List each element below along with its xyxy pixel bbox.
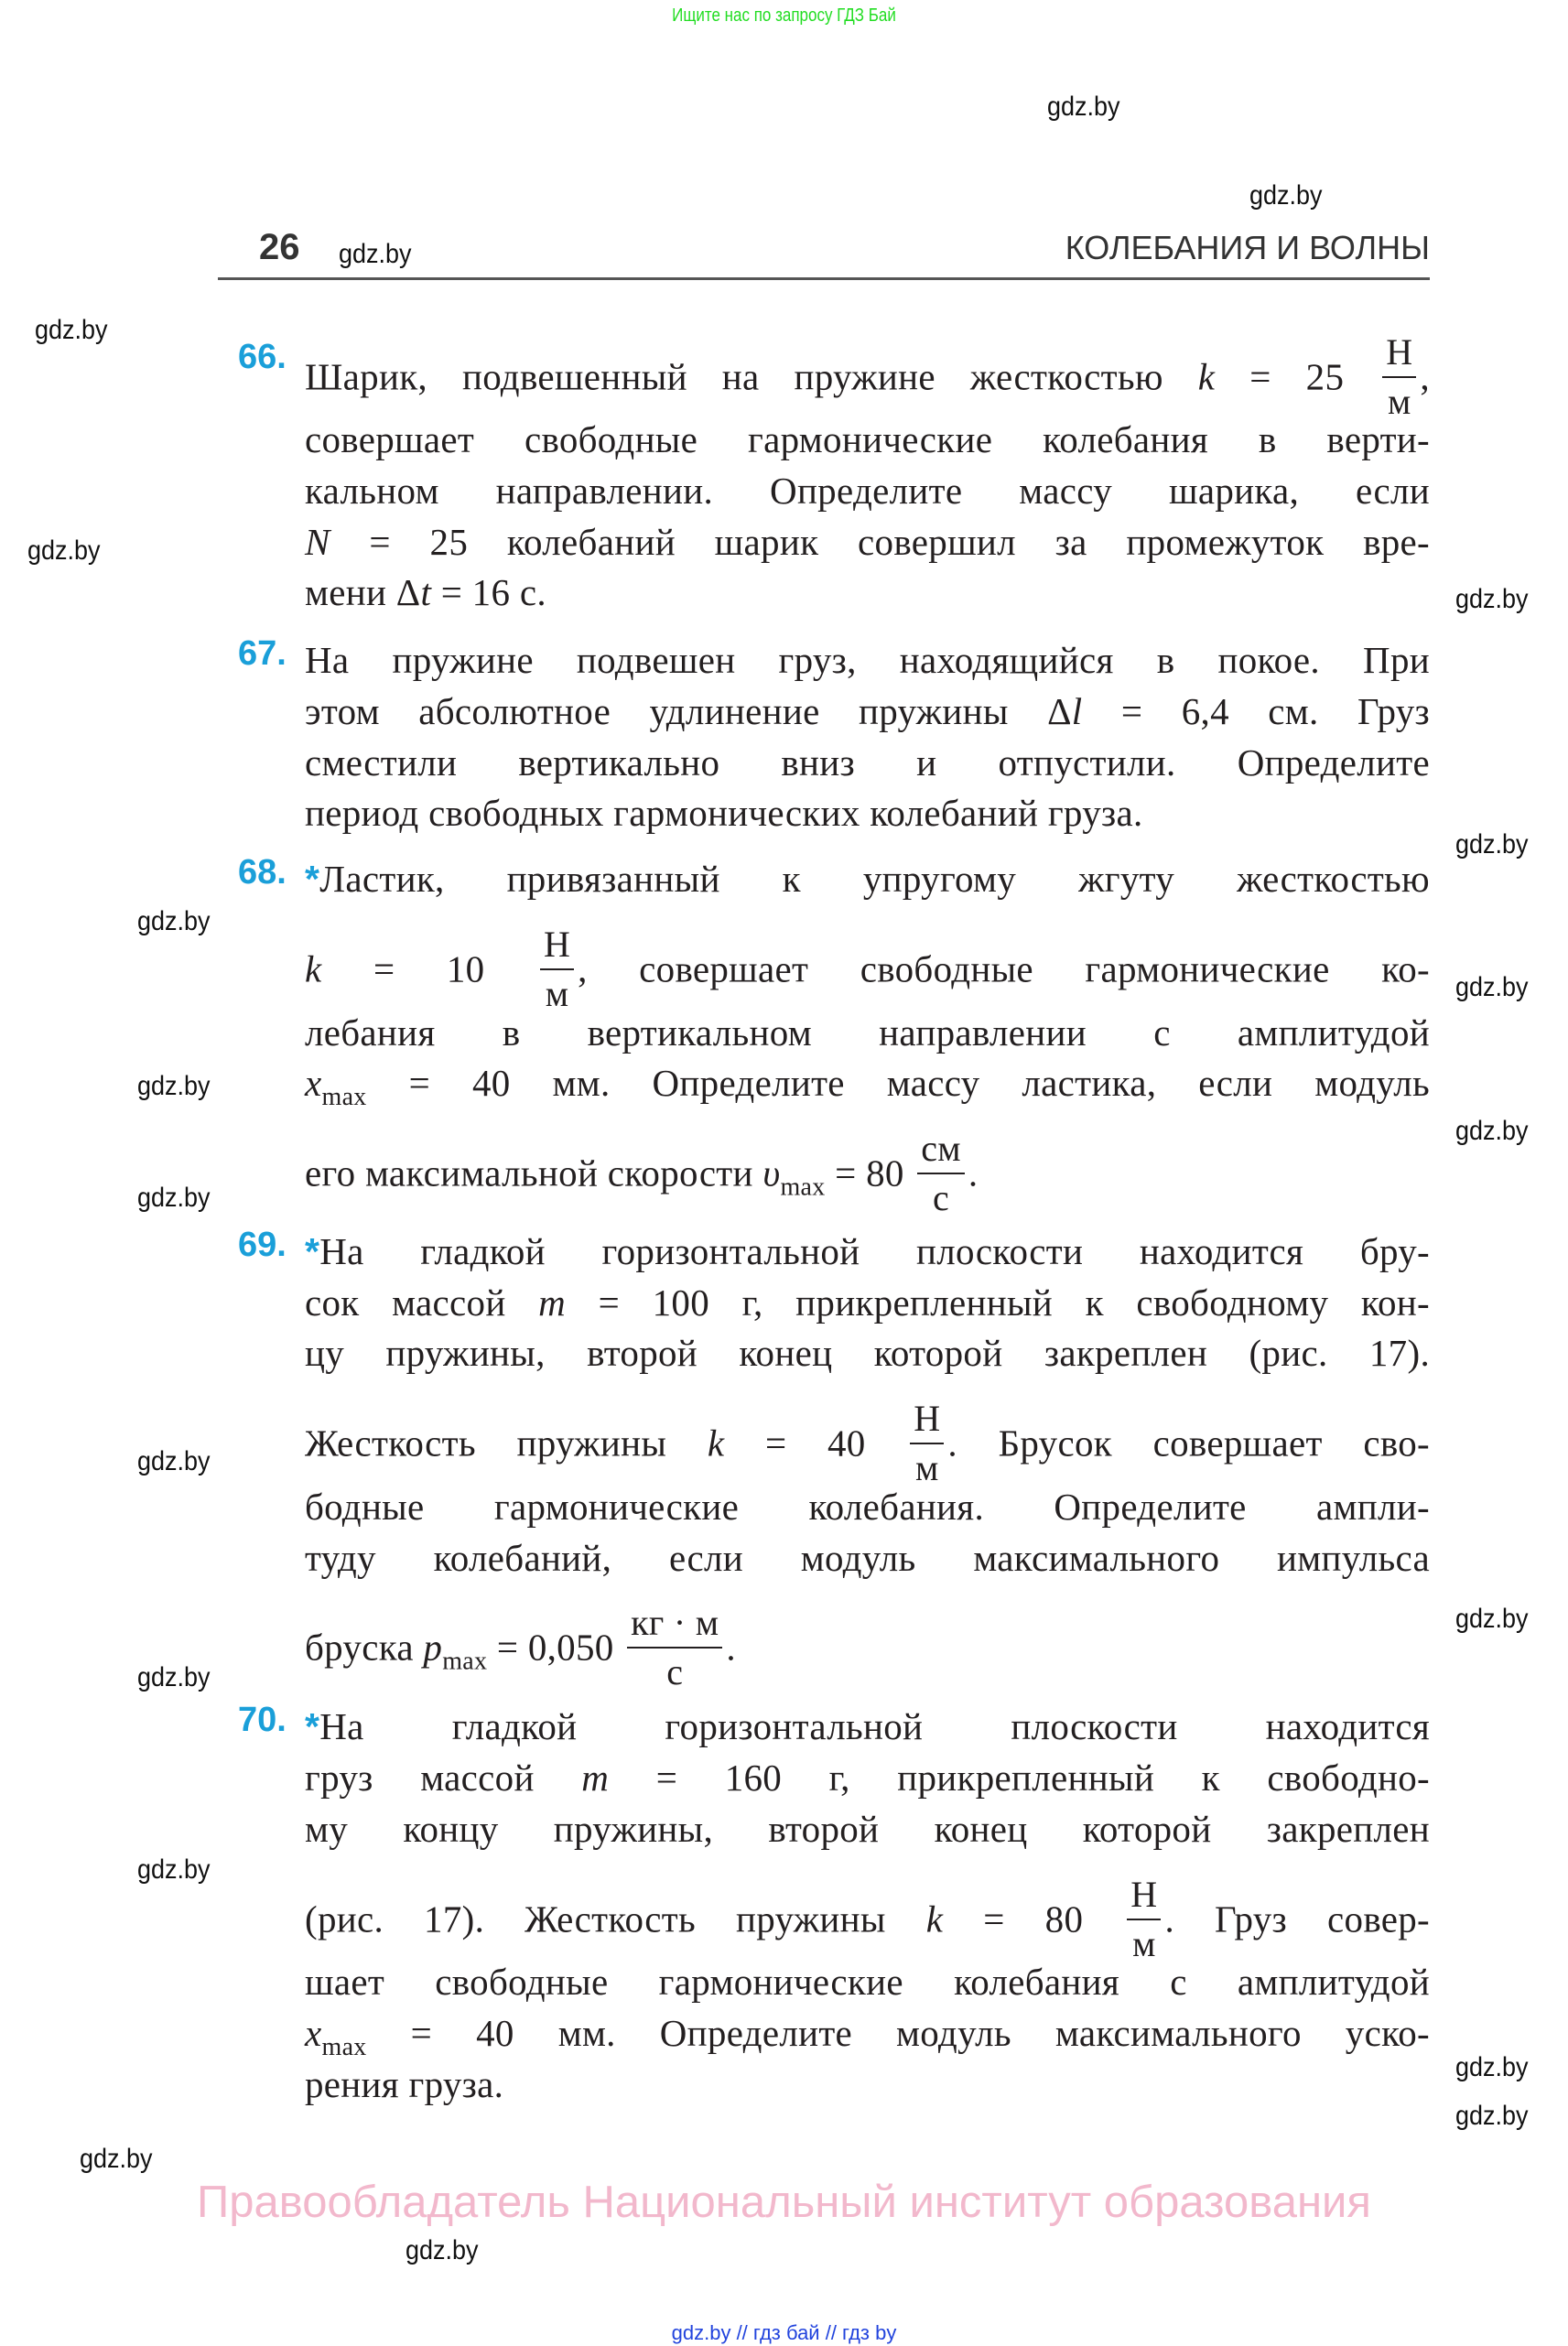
text-segment: мени Δ — [305, 571, 421, 613]
text-segment: бруска — [305, 1626, 424, 1669]
unit-fraction — [540, 926, 574, 1012]
watermark-text: gdz.by — [1455, 584, 1529, 614]
problem-number: 70. — [238, 1701, 287, 1739]
text-segment: Жесткость пружины — [305, 1422, 708, 1465]
text-segment: На гладкой горизонтальной плоскости находится — [319, 1705, 1430, 1747]
problem-text-line — [305, 2059, 1430, 2110]
problem-text-line — [305, 1226, 1430, 1277]
fraction-denominator: с — [666, 1651, 684, 1692]
text-segment: = 6,4 см. Груз — [1082, 690, 1430, 732]
text-segment: = 160 г, прикрепленный к свободно- — [609, 1757, 1430, 1799]
text-segment: = 40 — [724, 1422, 907, 1465]
math-variable: m — [581, 1757, 610, 1799]
problem-number: 67. — [238, 634, 287, 673]
fraction-numerator: Н — [540, 926, 574, 970]
problem-text-line — [305, 516, 1430, 568]
math-subscript: max — [321, 1083, 367, 1111]
section-title: КОЛЕБАНИЯ И ВОЛНЫ — [1065, 229, 1430, 266]
problem-text-line — [305, 924, 1430, 1014]
problem-text-line — [305, 1752, 1430, 1803]
text-segment: груз массой — [305, 1757, 582, 1799]
problem-text-line — [305, 737, 1430, 788]
problem-text-line — [305, 1803, 1430, 1854]
text-segment: = 25 — [1215, 355, 1379, 398]
watermark-text: gdz.by — [137, 1662, 211, 1692]
math-variable: k — [925, 1897, 944, 1941]
text-segment: . Груз совер- — [1164, 1897, 1430, 1941]
watermark-text: gdz.by — [1455, 2101, 1529, 2131]
problem-text-line — [305, 1398, 1430, 1488]
watermark-text: gdz.by — [406, 2235, 479, 2265]
text-segment: = 80 — [943, 1897, 1124, 1941]
problem-text-line — [305, 686, 1430, 737]
problem-text-line — [305, 1874, 1430, 1964]
header-divider — [218, 277, 1430, 280]
watermark-text: gdz.by — [1047, 92, 1120, 122]
math-variable: k — [1197, 355, 1216, 398]
text-segment: = 40 мм. Определите модуль максимального уско- — [366, 2012, 1430, 2054]
unit-fraction — [1127, 1876, 1161, 1962]
watermark-text: gdz.by — [1249, 180, 1323, 211]
fraction-denominator: м — [1388, 381, 1411, 422]
advanced-star-marker: * — [305, 1230, 320, 1272]
text-segment: . — [726, 1626, 736, 1669]
copyright-notice: Правообладатель Национальный институт образования — [197, 2178, 1371, 2227]
text-segment: совершает свободные гармонические колебания в верти- — [305, 418, 1430, 460]
text-segment: рения груза. — [305, 2063, 504, 2105]
text-segment: цу пружины, второй конец которой закреплен (рис. 17). — [305, 1332, 1430, 1374]
watermark-text: gdz.by — [137, 1071, 211, 1101]
math-subscript: max — [780, 1173, 826, 1202]
math-variable: x — [305, 1062, 322, 1104]
text-segment: сместили вертикально вниз и отпустили. Определите — [305, 741, 1430, 784]
text-segment: туду колебаний, если модуль максимального импульса — [305, 1537, 1430, 1579]
watermark-text: gdz.by — [1455, 2052, 1529, 2082]
problem-text-line — [305, 414, 1430, 465]
text-segment: = 0,050 — [487, 1626, 624, 1669]
footer-links[interactable]: gdz.by // гдз бай // гдз by — [671, 2321, 897, 2344]
problem-text-line — [305, 787, 1430, 838]
unit-fraction — [627, 1602, 722, 1692]
watermark-text: gdz.by — [137, 906, 211, 936]
text-segment: = 10 — [321, 947, 536, 990]
fraction-denominator: м — [915, 1447, 939, 1488]
text-segment: . Брусок совершает сво- — [947, 1422, 1430, 1465]
problem-text-line — [305, 853, 1430, 904]
unit-fraction — [917, 1130, 965, 1216]
math-variable: p — [423, 1626, 443, 1669]
watermark-text: gdz.by — [27, 535, 101, 566]
math-subscript: max — [442, 1647, 488, 1676]
advanced-star-marker: * — [305, 1705, 320, 1747]
watermark-text: gdz.by — [1455, 829, 1529, 859]
problem-text-line — [305, 634, 1430, 686]
problem-text-line — [305, 567, 1430, 618]
text-segment: = 40 мм. Определите массу ластика, если модуль — [366, 1062, 1430, 1104]
math-variable: k — [305, 947, 322, 990]
problem-text-line — [305, 1007, 1430, 1058]
fraction-numerator: Н — [1127, 1876, 1161, 1920]
math-variable: t — [420, 571, 432, 613]
unit-fraction — [1382, 331, 1416, 422]
text-segment: бодные гармонические колебания. Определите ампли- — [305, 1486, 1430, 1528]
problem-text-line — [305, 1701, 1430, 1752]
math-subscript: max — [321, 2033, 367, 2061]
fraction-denominator: м — [1132, 1923, 1156, 1964]
fraction-numerator: Н — [910, 1400, 944, 1444]
text-segment: сок массой — [305, 1281, 539, 1324]
text-segment: му концу пружины, второй конец которой закреплен — [305, 1808, 1430, 1850]
problem-number: 69. — [238, 1226, 287, 1264]
text-segment: , — [1420, 355, 1430, 398]
math-variable: k — [707, 1422, 725, 1465]
text-segment: его максимальной скорости — [305, 1151, 763, 1195]
text-segment: этом абсолютное удлинение пружины Δ — [305, 690, 1072, 732]
text-segment: , совершает свободные гармонические ко- — [578, 947, 1430, 990]
text-segment: = 25 колебаний шарик совершил за промежуток вре- — [330, 521, 1430, 563]
text-segment: = 100 г, прикрепленный к свободному кон- — [566, 1281, 1430, 1324]
text-segment: = 16 с. — [431, 571, 546, 613]
watermark-text: gdz.by — [137, 1183, 211, 1213]
fraction-numerator: см — [917, 1130, 965, 1174]
watermark-text: gdz.by — [1455, 1604, 1529, 1634]
advanced-star-marker: * — [305, 858, 320, 900]
problem-text-line — [305, 1481, 1430, 1532]
problem-text-line — [305, 331, 1430, 422]
math-variable: x — [305, 2012, 322, 2054]
problem-number: 68. — [238, 853, 287, 892]
problem-number: 66. — [238, 338, 287, 376]
fraction-denominator: с — [933, 1177, 950, 1218]
watermark-text: gdz.by — [35, 315, 108, 345]
text-segment: (рис. 17). Жесткость пружины — [305, 1897, 926, 1941]
math-variable: υ — [762, 1151, 781, 1195]
text-segment: На гладкой горизонтальной плоскости находится бру- — [319, 1230, 1430, 1272]
math-variable: l — [1071, 690, 1083, 732]
math-variable: N — [305, 521, 330, 563]
unit-fraction — [910, 1400, 944, 1487]
fraction-denominator: м — [545, 973, 569, 1014]
text-segment: На пружине подвешен груз, находящийся в покое. При — [305, 639, 1430, 681]
watermark-text: gdz.by — [80, 2144, 153, 2174]
text-segment: лебания в вертикальном направлении с амплитудой — [305, 1011, 1430, 1054]
page-number: 26 — [259, 227, 300, 267]
text-segment: = 80 — [825, 1151, 914, 1195]
problem-text-line — [305, 1128, 1430, 1218]
problem-text-line — [305, 1532, 1430, 1584]
text-segment: шает свободные гармонические колебания с амплитудой — [305, 1961, 1430, 2003]
watermark-text: gdz.by — [1455, 972, 1529, 1002]
watermark-text: gdz.by — [137, 1446, 211, 1476]
text-segment: . — [968, 1151, 979, 1195]
problem-text-line — [305, 465, 1430, 516]
problem-text-line — [305, 1327, 1430, 1378]
problem-text-line — [305, 1057, 1430, 1111]
problem-text-line — [305, 1956, 1430, 2007]
text-segment: Ластик, привязанный к упругому жгуту жесткостью — [319, 858, 1430, 900]
problem-text-line — [305, 1602, 1430, 1692]
math-variable: m — [538, 1281, 567, 1324]
text-segment: период свободных гармонических колебаний груза. — [305, 792, 1143, 834]
fraction-numerator: кг · м — [627, 1605, 722, 1649]
fraction-numerator: Н — [1382, 334, 1416, 378]
problem-text-line — [305, 1277, 1430, 1328]
top-search-banner[interactable]: Ищите нас по запросу ГДЗ Бай — [672, 5, 896, 26]
watermark-text: gdz.by — [137, 1854, 211, 1885]
watermark-text: gdz.by — [1455, 1116, 1529, 1146]
problem-text-line — [305, 2007, 1430, 2059]
text-segment: кальном направлении. Определите массу шарика, если — [305, 470, 1430, 512]
text-segment: Шарик, подвешенный на пружине жесткостью — [305, 355, 1198, 398]
watermark-text: gdz.by — [339, 239, 412, 269]
